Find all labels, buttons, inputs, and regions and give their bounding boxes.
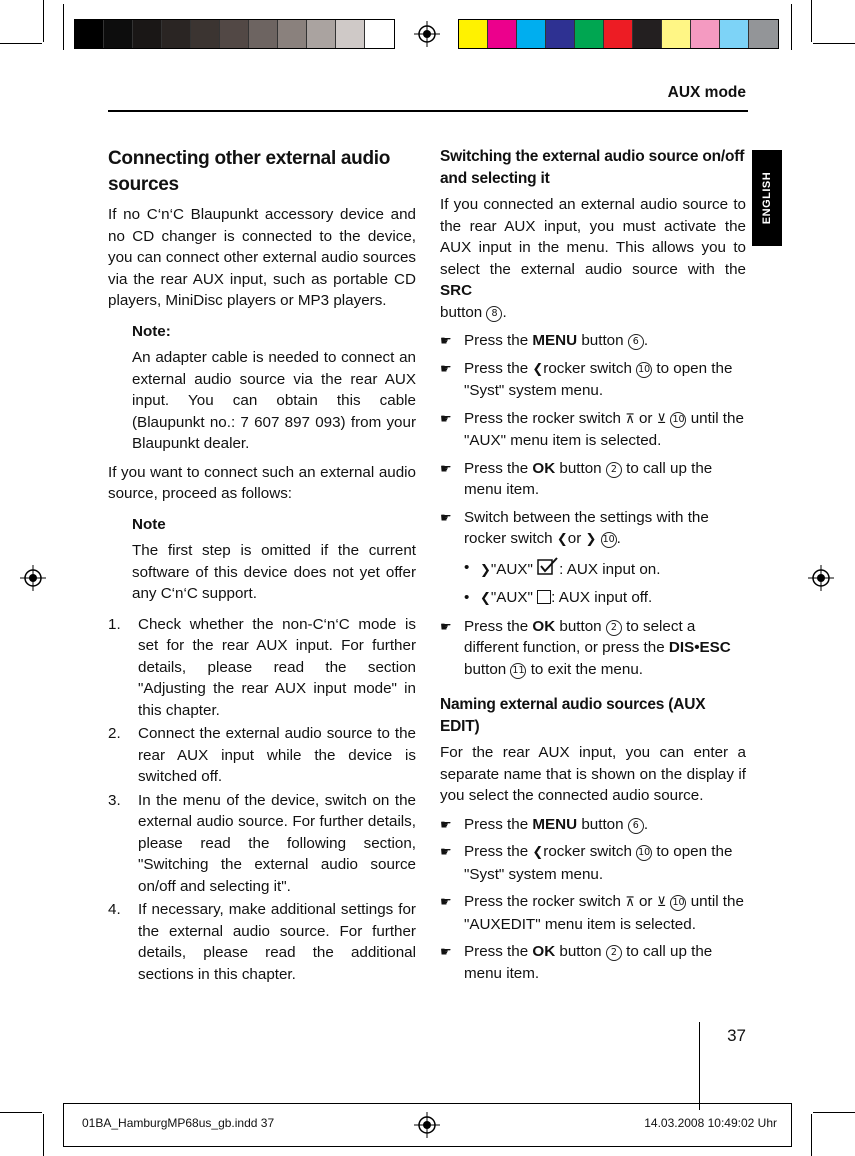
color-swatch — [220, 20, 249, 48]
hand-pointer-icon: ☛ — [440, 618, 452, 634]
button-number-badge: 2 — [606, 945, 622, 961]
arrow-up-icon: ⊼ — [625, 411, 635, 427]
note-text: An adapter cable is needed to connect an external audio source via the rear AUX input. You can obtain this cable (Blaupunkt no.: 7 607 897 093) from your Blaupunkt dealer. — [132, 349, 416, 452]
color-swatch — [546, 20, 575, 48]
hand-pointer-icon: ☛ — [440, 410, 452, 426]
color-swatch — [336, 20, 365, 48]
list-item — [108, 899, 416, 985]
color-swatch — [575, 20, 604, 48]
color-swatch — [662, 20, 691, 48]
arrow-up-icon: ⊼ — [625, 895, 635, 910]
page-header-title: AUX mode — [667, 84, 746, 101]
crop-mark — [813, 1112, 855, 1113]
instruction-step: ☛ Press the OK button 2 to call up the menu item. — [440, 943, 713, 982]
paragraph: If you want to connect such an external audio source, proceed as follows: — [108, 463, 416, 502]
color-swatch — [133, 20, 162, 48]
color-swatch — [633, 20, 662, 48]
hand-pointer-icon: ☛ — [440, 333, 452, 348]
chevron-right-icon: ❯ — [585, 532, 597, 547]
intro-paragraph: If you connected an external audio source to the rear AUX input, you must activate the AUX input in the menu. This allows you to select the external audio source with the SRC button 8 . — [440, 196, 746, 321]
crop-mark — [813, 43, 855, 44]
note-title: Note: — [132, 322, 171, 340]
button-number-badge: 8 — [486, 306, 502, 322]
instruction-step: ☛ Press the OK button 2 to call up the menu item. — [440, 459, 713, 498]
chevron-left-icon: ❮ — [480, 591, 491, 606]
registration-mark-icon — [20, 565, 46, 591]
instruction-step: ☛ Press the rocker switch ⊼ or ⊻ 10 until the "AUXEDIT" menu item is selected. — [440, 893, 744, 933]
instruction-step: ☛ Press the OK button 2 to select a different function, or press the DIS•ESC button 11 to exit the menu. — [440, 617, 731, 678]
list-item — [108, 790, 416, 898]
color-swatch — [75, 20, 104, 48]
section-heading: Naming external audio sources (AUX EDIT) — [440, 696, 706, 735]
list-item — [108, 614, 416, 722]
list-item — [108, 723, 416, 788]
page-number: 37 — [727, 1026, 746, 1045]
color-swatch — [691, 20, 720, 48]
step-text: Connect the external audio source to the rear AUX input while the device is switched off. — [138, 725, 416, 785]
chevron-left-icon: ❮ — [556, 532, 568, 547]
step-text: In the menu of the device, switch on the external audio source. For further details, please read the following section, "Switching the external audio source on/off and selecting it". — [138, 791, 416, 895]
process-color-bar — [458, 19, 779, 49]
intro-paragraph: If no C‘n‘C Blaupunkt accessory device and no CD changer is connected to the device, you can connect other external audio sources via the rear AUX input, such as portable CD players, MiniDisc players or MP3 players. — [108, 206, 416, 309]
instruction-step: ☛ Press the MENU button 6 . — [440, 330, 746, 352]
crop-mark — [791, 4, 792, 50]
chevron-left-icon: ❮ — [532, 361, 544, 377]
section-heading: Switching the external audio source on/off and selecting it — [440, 148, 745, 187]
language-tab-label: ENGLISH — [761, 171, 773, 225]
button-number-badge: 6 — [628, 334, 644, 350]
step-number: 1. — [108, 615, 121, 633]
color-swatch — [307, 20, 336, 48]
list-item: • ❯"AUX" : AUX input on. — [440, 557, 746, 582]
right-column — [440, 146, 746, 990]
slug-filename: 01BA_HamburgMP68us_gb.indd 37 — [82, 1116, 275, 1130]
button-number-badge: 2 — [606, 620, 622, 636]
color-swatch — [604, 20, 633, 48]
note-block — [132, 514, 416, 605]
hand-pointer-icon: ☛ — [440, 816, 452, 832]
color-swatch — [278, 20, 307, 48]
arrow-down-icon: ⊻ — [656, 895, 667, 910]
step-text: If necessary, make additional settings for the external audio source. For further details, please read the additional sections in this chapter. — [138, 901, 416, 983]
crop-mark — [43, 1114, 44, 1156]
instruction-step: ☛ Press the MENU button 6 . — [440, 814, 746, 836]
checkbox-checked-icon — [537, 557, 559, 575]
list-item: • ❮"AUX" : AUX input off. — [440, 587, 746, 610]
hand-pointer-icon: ☛ — [440, 360, 452, 376]
crop-mark — [0, 1112, 42, 1113]
instruction-step: ☛ Press the ❮rocker switch 10 to open the "Syst" system menu. — [440, 843, 733, 883]
button-number-badge: 10 — [636, 362, 652, 378]
chevron-right-icon: ❯ — [480, 562, 491, 578]
color-swatch — [191, 20, 220, 48]
crop-mark — [811, 0, 812, 42]
button-number-badge: 6 — [628, 818, 644, 834]
section-heading: Connecting other external audio sources — [108, 148, 391, 195]
note-block — [132, 321, 416, 455]
hand-pointer-icon: ☛ — [440, 509, 452, 525]
gray-color-bar — [74, 19, 395, 49]
instruction-step: ☛ Press the ❮rocker switch 10 to open the "Syst" system menu. — [440, 359, 733, 399]
language-tab — [752, 150, 782, 246]
button-number-badge: 10 — [670, 412, 686, 428]
intro-paragraph: For the rear AUX input, you can enter a separate name that is shown on the display if you select the connected audio source. — [440, 744, 746, 804]
hand-pointer-icon: ☛ — [440, 460, 452, 476]
chevron-left-icon: ❮ — [532, 845, 544, 860]
instruction-step: ☛ Switch between the settings with the rocker switch ❮or ❯ 10 . — [440, 507, 746, 551]
color-swatch — [749, 20, 778, 48]
color-swatch — [249, 20, 278, 48]
color-swatch — [459, 20, 488, 48]
crop-mark — [811, 1114, 812, 1156]
registration-mark-icon — [414, 21, 440, 47]
button-number-badge: 10 — [636, 845, 652, 861]
steps-list — [108, 614, 416, 986]
step-number: 2. — [108, 725, 121, 742]
print-slug — [63, 1103, 792, 1147]
slug-timestamp: 14.03.2008 10:49:02 Uhr — [644, 1116, 777, 1130]
hand-pointer-icon: ☛ — [440, 944, 452, 959]
button-number-badge: 2 — [606, 462, 622, 478]
color-swatch — [365, 20, 394, 48]
color-swatch — [104, 20, 133, 48]
color-swatch — [162, 20, 191, 48]
crop-mark — [0, 43, 42, 44]
checkbox-empty-icon — [537, 590, 551, 604]
step-number: 4. — [108, 901, 121, 918]
left-column — [108, 146, 416, 987]
hand-pointer-icon: ☛ — [440, 894, 452, 909]
crop-mark — [63, 4, 64, 50]
arrow-down-icon: ⊻ — [656, 411, 667, 427]
button-number-badge: 10 — [670, 895, 686, 911]
button-number-badge: 11 — [510, 663, 526, 679]
crop-mark — [43, 0, 44, 42]
hand-pointer-icon: ☛ — [440, 844, 452, 859]
instruction-step: ☛ Press the rocker switch ⊼ or ⊻ 10 until the "AUX" menu item is selected. — [440, 409, 744, 449]
note-title: Note — [132, 515, 166, 533]
color-swatch — [517, 20, 546, 48]
color-swatch — [488, 20, 517, 48]
step-number: 3. — [108, 791, 121, 809]
button-number-badge: 10 — [601, 532, 617, 548]
color-swatch — [720, 20, 749, 48]
registration-mark-icon — [808, 565, 834, 591]
header-rule — [108, 110, 748, 112]
note-text: The first step is omitted if the current software of this device does not yet offer any C‘n‘C support. — [132, 542, 416, 602]
step-text: Check whether the non-C‘n‘C mode is set for the rear AUX input. For further details, please read the section "Adjusting the rear AUX input mode" in this chapter. — [138, 615, 416, 719]
